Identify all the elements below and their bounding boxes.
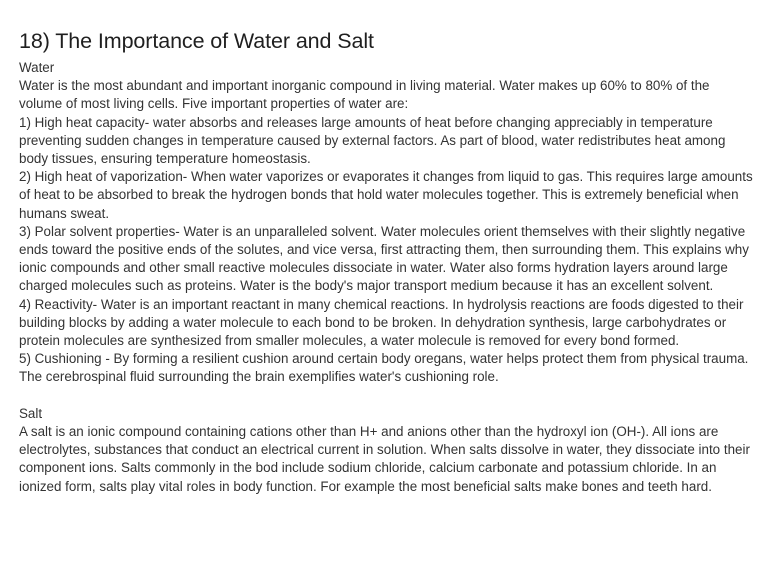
water-property-1: 1) High heat capacity- water absorbs and releases large amounts of heat before changing appreciably in temperature preventing sudden changes in temperature caused by external factors. As part of blood, water redistributes heat among body tissues, ensuring temperature homeostasis. — [19, 114, 726, 167]
water-heading: Water — [19, 60, 55, 75]
salt-heading: Salt — [19, 405, 43, 421]
water-property-4: 4) Reactivity- Water is an important reactant in many chemical reactions. In hydrolysis reactions are foods digested to their building blocks by adding a water molecule to each bond to be broken. In dehydration synthesis, large carbohydrates or protein molecules are synthesized from smaller molecules, a water molecule is removed for every bond formed. — [19, 296, 744, 349]
water-property-2: 2) High heat of vaporization- When water vaporizes or evaporates it changes from liquid to gas. This requires large amounts of heat to be absorbed to break the hydrogen bonds that hold water molecules together. This is extremely beneficial when humans sweat. — [19, 169, 753, 221]
salt-text: A salt is an ionic compound containing cations other than H+ and anions other than the hydroxyl ion (OH-). All ions are electrolytes, substances that conduct an electrical current in solution. When salts dissolve in water, they dissociate into their component ions. Salts commonly in the bod include sodium chloride, calcium carbonate and potassium chloride. In an ionized form, salts play vital roles in body function. For example the most beneficial salts make bones and teeth hard. — [19, 424, 750, 494]
section-spacer — [19, 387, 754, 405]
slide-body — [19, 59, 754, 496]
water-property-3: 3) Polar solvent properties- Water is an unparalleled solvent. Water molecules orient themselves with their slightly negative ends toward the positive ends of the solutes, and vice versa, first attracting them, then surrounding them. This explains why ionic compounds and other small reactive molecules dissociate in water. Water also forms hydration layers around large charged molecules such as proteins. Water is the body's major transport medium because it has an excellent solvent. — [19, 223, 749, 294]
water-intro: Water is the most abundant and important inorganic compound in living material. Water makes up 60% to 80% of the volume of most living cells. Five important properties of water are: — [19, 78, 710, 112]
page-title: 18) The Importance of Water and Salt — [19, 29, 374, 53]
slide — [19, 0, 754, 496]
water-property-5: 5) Cushioning - By forming a resilient cushion around certain body oregans, water helps protect them from physical trauma. The cerebrospinal fluid surrounding the brain exemplifies water's cushioning role. — [19, 351, 749, 385]
